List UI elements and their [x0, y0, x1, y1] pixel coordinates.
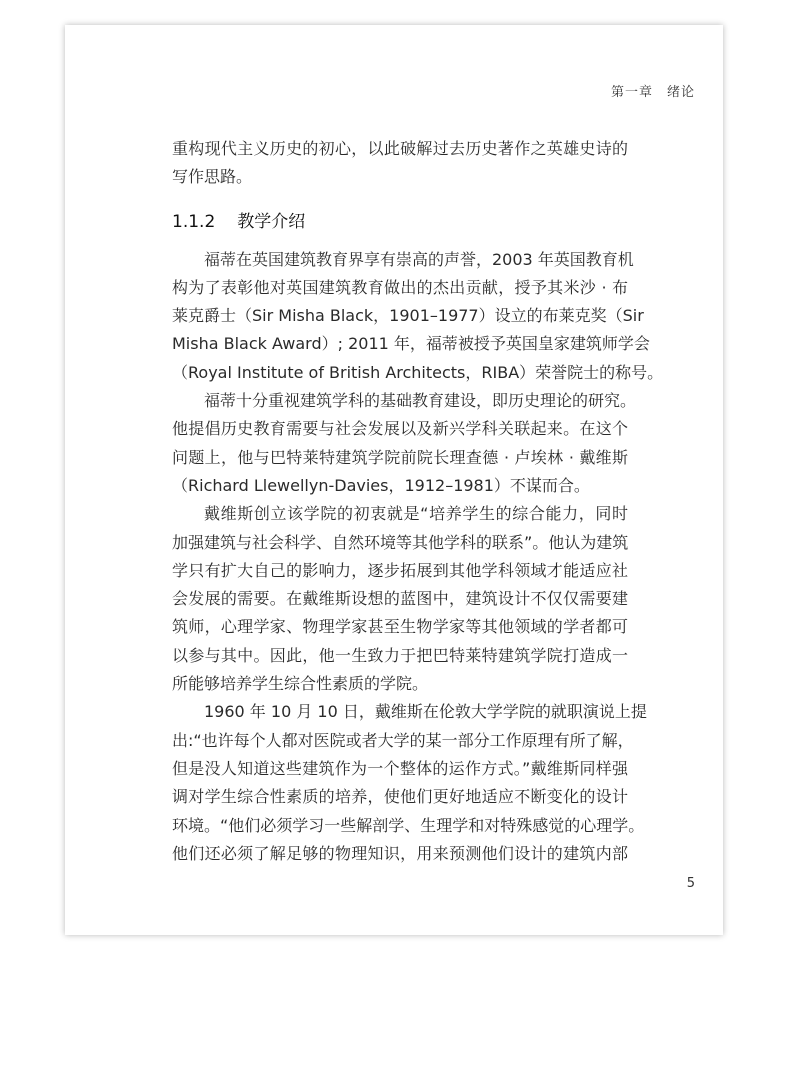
text-line: 构为了表彰他对英国建筑教育做出的杰出贡献，授予其米沙 · 布: [172, 277, 628, 297]
paragraphs: [172, 246, 664, 869]
text-line: 所能够培养学生综合性素质的学院。: [172, 674, 429, 694]
text-line: 1960 年 10 月 10 日，戴维斯在伦敦大学学院的就职演说上提: [204, 702, 647, 722]
text-line: 调对学生综合性素质的培养，使他们更好地适应不断变化的设计: [172, 787, 628, 807]
section-title: 教学介绍: [237, 211, 306, 232]
paragraph: [172, 698, 647, 868]
page-body: [172, 135, 664, 868]
paragraph: [172, 246, 664, 387]
text-line: 筑师，心理学家、物理学家甚至生物学家等其他领域的学者都可: [172, 617, 628, 637]
intro-paragraph: [172, 135, 628, 192]
page-number: 5: [686, 876, 695, 891]
paragraph: [172, 500, 628, 698]
text-line: 学只有扩大自己的影响力，逐步拓展到其他学科领域才能适应社: [172, 560, 628, 580]
text-line: 莱克爵士（Sir Misha Black，1901–1977）设立的布莱克奖（Sir: [172, 306, 644, 326]
text-line: 福蒂在英国建筑教育界享有崇高的声誉，2003 年英国教育机: [204, 249, 634, 269]
text-line: 福蒂十分重视建筑学科的基础教育建设，即历史理论的研究。: [204, 391, 637, 411]
text-line: （Richard Llewellyn-Davies，1912–1981）不谋而合。: [172, 475, 590, 495]
section-heading: [172, 208, 628, 236]
text-line: 环境。“他们必须学习一些解剖学、生理学和对特殊感觉的心理学。: [172, 815, 645, 835]
text-line: 他们还必须了解足够的物理知识，用来预测他们设计的建筑内部: [172, 843, 628, 863]
text-line: Misha Black Award）; 2011 年，福蒂被授予英国皇家建筑师学会: [172, 334, 650, 354]
text-line: 但是没人知道这些建筑作为一个整体的运作方式。”戴维斯同样强: [172, 758, 628, 778]
text-line: 写作思路。: [172, 167, 253, 187]
text-line: 重构现代主义历史的初心，以此破解过去历史著作之英雄史诗的: [172, 139, 628, 158]
text-line: 出:“也许每个人都对医院或者大学的某一部分工作原理有所了解，: [172, 730, 634, 750]
text-line: 以参与其中。因此，他一生致力于把巴特莱特建筑学院打造成一: [172, 645, 628, 665]
section-number: 1.1.2: [172, 211, 216, 232]
text-line: （Royal Institute of British Architects，RIBA）荣誉院士的称号。: [172, 362, 664, 382]
text-line: 加强建筑与社会科学、自然环境等其他学科的联系”。他认为建筑: [172, 532, 629, 552]
chapter-title: 绪论: [666, 85, 695, 100]
chapter-label: 第一章: [610, 85, 653, 100]
running-head: [611, 81, 695, 100]
text-line: 问题上，他与巴特莱特建筑学院前院长理查德 · 卢埃林 · 戴维斯: [172, 447, 628, 467]
paragraph: [172, 387, 637, 500]
text-line: 会发展的需要。在戴维斯设想的蓝图中，建筑设计不仅仅需要建: [172, 589, 628, 609]
text-line: 他提倡历史教育需要与社会发展以及新兴学科关联起来。在这个: [172, 419, 628, 439]
text-line: 戴维斯创立该学院的初衷就是“培养学生的综合能力，同时: [204, 504, 628, 524]
